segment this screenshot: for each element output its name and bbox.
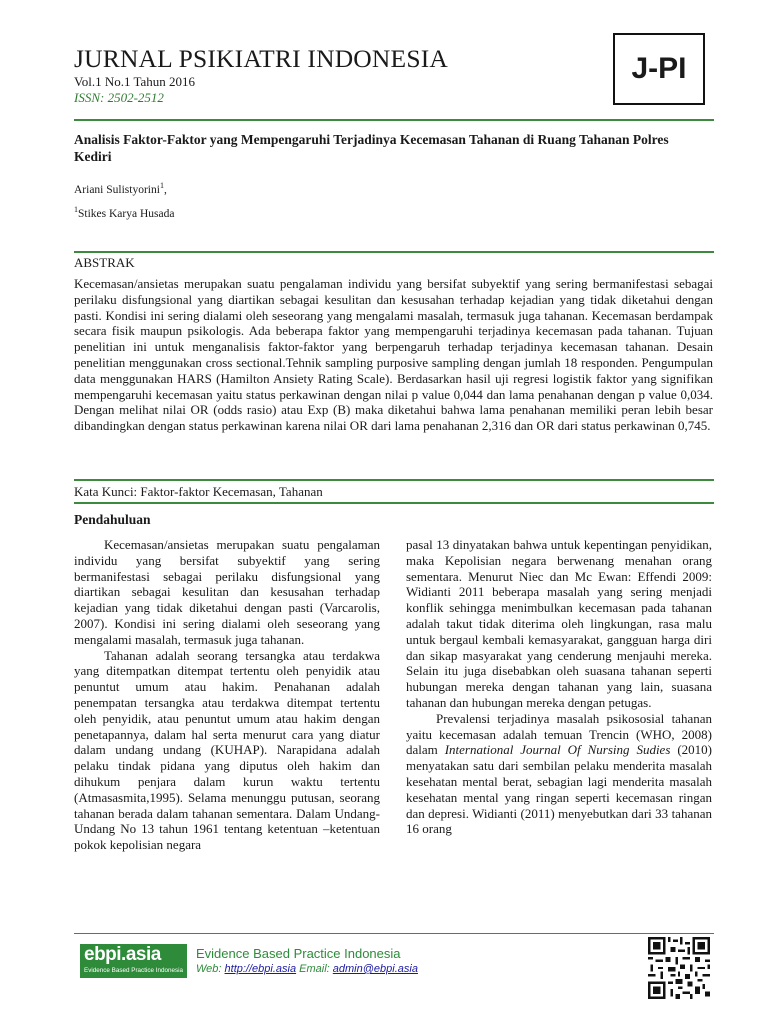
website-link[interactable]: http://ebpi.asia: [224, 963, 297, 975]
paragraph: [406, 711, 712, 837]
footer-organization: Evidence Based Practice Indonesia: [196, 946, 401, 961]
abstract-top-divider: [74, 251, 714, 253]
header-divider: [74, 119, 714, 121]
affiliation-sup: 1: [74, 205, 78, 214]
section-heading: Pendahuluan: [74, 512, 151, 527]
journal-logo-text: J-PI: [631, 52, 687, 85]
article-affiliation: [74, 205, 174, 220]
web-label: Web:: [196, 963, 225, 975]
journal-logo-box: [613, 33, 705, 105]
author-name: Ariani Sulistyorini: [74, 183, 160, 196]
journal-name-italic: International Journal Of Nursing Sudies: [444, 742, 671, 758]
logo-main-text: ebpi.asia: [84, 944, 161, 965]
ebpi-logo: [80, 944, 187, 978]
left-column: [74, 537, 380, 853]
author-sup: 1: [159, 181, 164, 190]
article-title: Analisis Faktor-Faktor yang Mempengaruhi Terjadinya Kecemasan Tahanan di Ruang Tahanan Polres Kediri: [74, 132, 669, 164]
paragraph-text: (2010) menyatakan satu dari sembilan pelaku menderita masalah kesehatan mental berat, sebagian lagi menderita masalah kesehatan mental yang ringan seperti kecemasan ringan dan depresi. Widianti (2011) menyebutkan dari 33 tahanan 16 orang: [406, 742, 712, 837]
keywords: Kata Kunci: Faktor-faktor Kecemasan, Tahanan: [74, 484, 323, 499]
paragraph: Tahanan adalah seorang tersangka atau terdakwa yang ditempatkan ditempat tertentu oleh penyidik atau penuntut umum atau hakim. Penahanan adalah penempatan tersangka atau terdakwa ditempat tertentu oleh penyidik, atau penuntut umum atau hakim dengan penetapannya, dalam hal serta menurut cara yang diatur dalam undang undang (KUHAP). Narapidana adalah pelaku tindak pidana yang diputus oleh hakim dan dihukum penjara dalam kurun waktu tertentu (Atmasasmita,1995). Selama menunggu putusan, seorang tahanan berada dalam tahanan sementara. Dalam Undang-Undang No 13 tahun 1961 tentang ketentuan –ketentuan pokok kepolisian negara: [74, 647, 380, 853]
email-link[interactable]: admin@ebpi.asia: [332, 963, 418, 975]
affiliation-name: Stikes Karya Husada: [78, 207, 175, 220]
email-label: Email:: [296, 963, 333, 975]
abstract-mid-divider: [74, 479, 714, 481]
paragraph: pasal 13 dinyatakan bahwa untuk kepentingan penyidikan, maka Kepolisian negara berwenang menahan orang sementara. Menurut Niec dan Mc Ewan: Effendi 2009: Widianti 2011 beberapa masalah yang sering menjadi konflik sehingga menimbulkan kecemasan pada tahanan adalah takut tidak diterima oleh lingkungan, rasa malu untuk bergaul kembali kemasyarakat, gangguan harga diri dan sikap masyarakat yang cenderung menjauhi mereka. Selain itu juga disebabkan oleh suasana tahanan seperti hubungan mereka dengan tahanan yang lain, suasana tahanan dan hubungan mereka dengan petugas.: [406, 537, 712, 710]
author-suffix: ,: [163, 183, 167, 196]
abstract-body: Kecemasan/ansietas merupakan suatu pengalaman individu yang bersifat subyektif yang sering bermanifestasi sebagai perilaku disfungsional yang diartikan sebagai kesulitan dan kesusahan terhadap kejadian yang tidak diketahui dengan pasti. Kondisi ini sering dialami oleh seseorang yang mengalami masalah, termasuk juga tahanan. Kecemasan berdampak secara fisik maupun psikologis. Ada beberapa faktor yang mempengaruhi terjadinya kecemasan pada tahanan. Tujuan penelitian ini untuk menganalisis faktor-faktor yang berpengaruh terhadap terjadinya kecemasan tahanan. Desain penelitian menggunakan cross sectional.Tehnik sampling purposive sampling dengan jumlah 18 responden. Pengumpulan data menggunakan HARS (Hamilton Ansiety Rating Scale). Berdasarkan hasil uji regresi logistik faktor yang signifikan mempengaruhi kecemasan yaitu status perkawinan dengan nilai p value 0,044 dan lama penahanan dengan p value 0,034. Dengan melihat nilai OR (odds rasio) atau Exp (B) maka diketahui bahwa lama penahanan memiliki peran lebih besar dibandingkan dengan status perkawinan karena nilai OR dari lama penahanan 2,316 dan OR dari status perkawinan 0,745.: [74, 276, 713, 434]
journal-volume: Vol.1 No.1 Tahun 2016: [74, 74, 196, 89]
qr-code-icon: [648, 937, 710, 999]
footer-divider: [74, 933, 714, 934]
paragraph-text: Prevalensi terjadinya masalah psikososial tahanan yaitu kecemasan adalah temuan Trencin (WHO, 2008) dalam: [406, 710, 712, 758]
footer-contact: [196, 963, 418, 975]
article-author: [74, 181, 167, 196]
logo-sub-text: Evidence Based Practice Indonesia: [84, 967, 184, 974]
journal-issn: ISSN: 2502-2512: [74, 90, 164, 105]
paragraph: Kecemasan/ansietas merupakan suatu pengalaman individu yang bersifat subyektif yang sering bermanifestasi sebagai perilaku disfungsional yang diartikan sebagai kesulitan dan kesusahan terhadap kejadian yang tidak diketahui dengan pasti (Varcarolis, 2007). Kondisi ini sering dialami oleh seseorang yang mengalami masalah, termasuk juga tahanan.: [74, 537, 380, 647]
right-column: [406, 537, 712, 837]
abstract-heading: ABSTRAK: [74, 255, 135, 270]
journal-title: JURNAL PSIKIATRI INDONESIA: [74, 44, 449, 73]
abstract-bottom-divider: [74, 502, 714, 504]
